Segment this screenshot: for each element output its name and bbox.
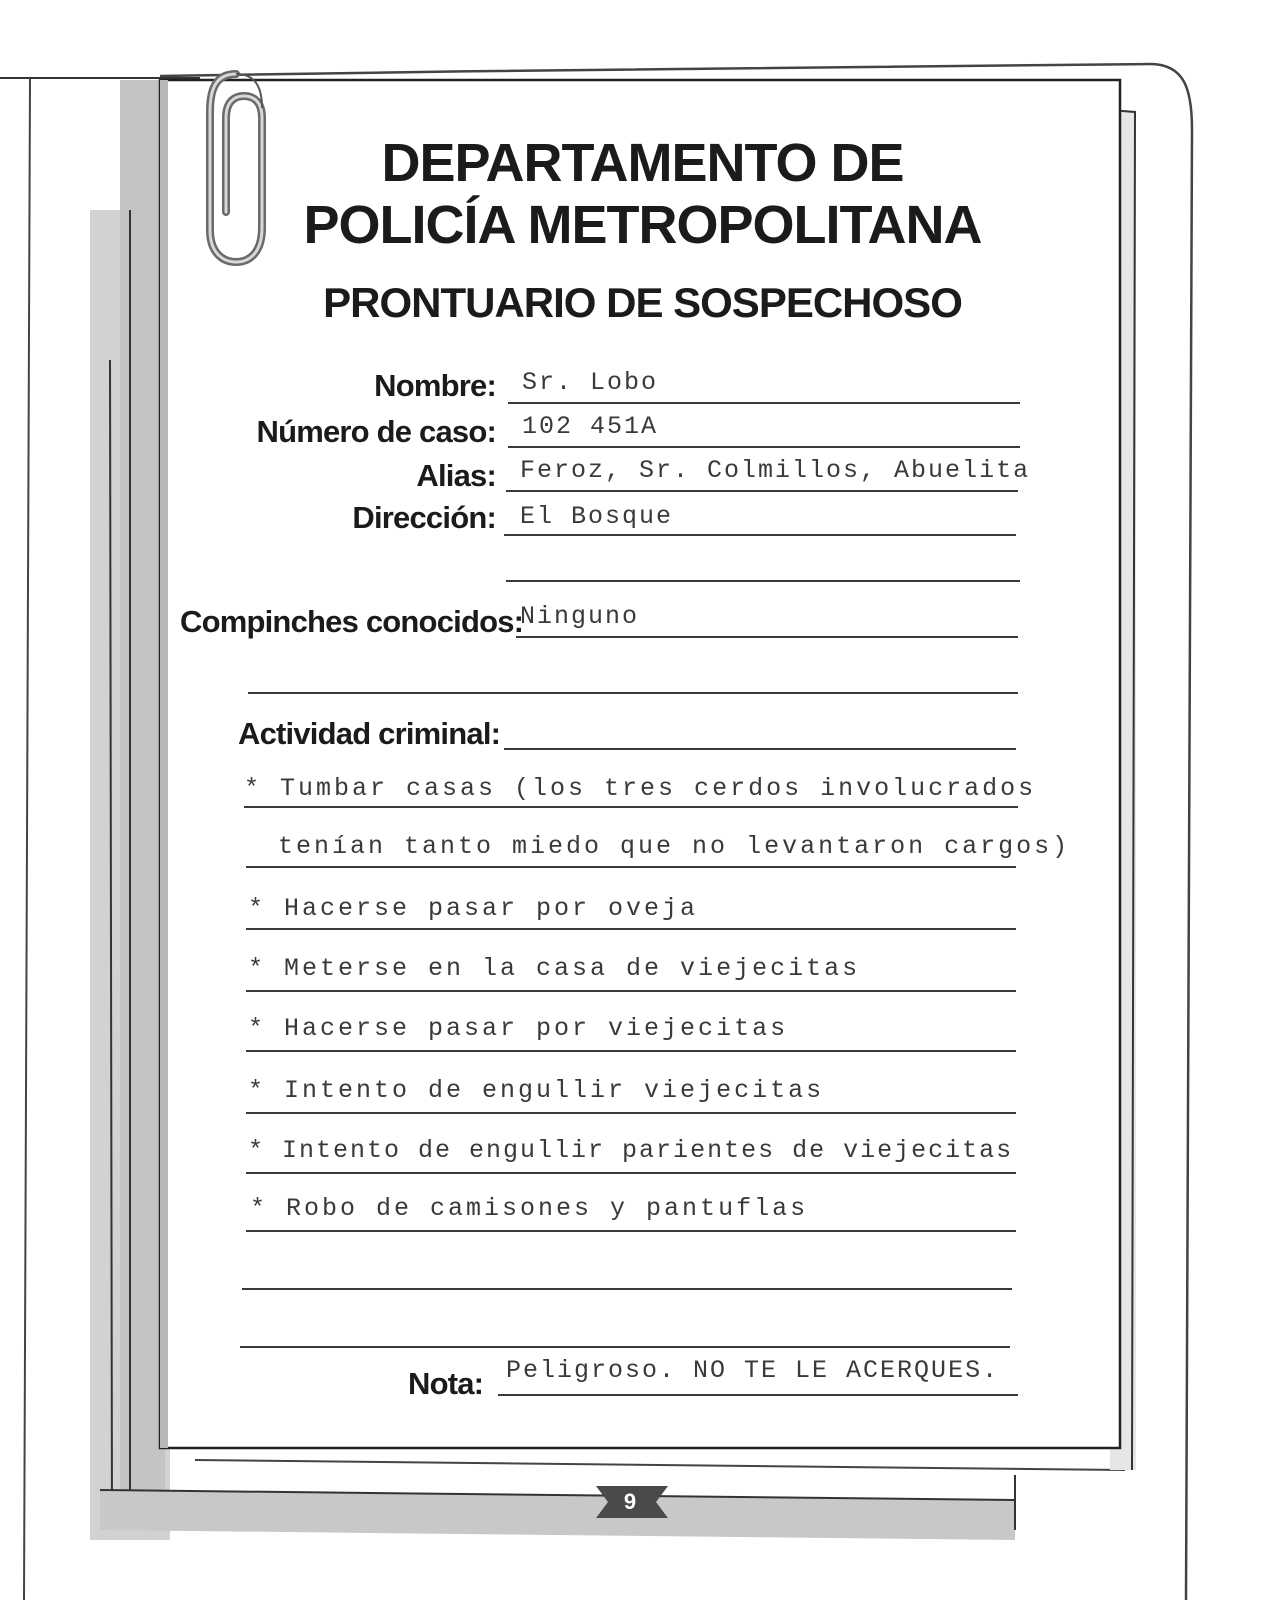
activity-line — [246, 866, 1016, 868]
note-line — [498, 1394, 1018, 1396]
activity-item: tenían tanto miedo que no levantaron cargos) — [278, 832, 1071, 861]
accomplices-line — [516, 636, 1018, 638]
activity-line — [244, 806, 1018, 808]
name-value: Sr. Lobo — [522, 368, 659, 397]
name-label: Nombre: — [374, 368, 496, 403]
criminal-activity-line — [504, 748, 1016, 750]
alias-label: Alias: — [416, 458, 496, 493]
activity-line — [246, 990, 1016, 992]
activity-item: * Hacerse pasar por viejecitas — [248, 1014, 789, 1043]
activity-item: * Meterse en la casa de viejecitas — [248, 954, 861, 983]
department-title-line1: DEPARTAMENTO DE — [381, 133, 904, 193]
case-number-line — [508, 446, 1020, 448]
activity-item: * Intento de engullir viejecitas — [248, 1076, 825, 1105]
department-title-line2: POLICÍA METROPOLITANA — [303, 195, 982, 255]
activity-item: * Tumbar casas (los tres cerdos involucrados — [244, 774, 1037, 803]
page-number: 9 — [623, 1489, 637, 1514]
accomplices-value: Ninguno — [520, 602, 640, 631]
address-label: Dirección: — [352, 500, 496, 535]
blank-line — [240, 1346, 1010, 1348]
name-line — [508, 402, 1020, 404]
blank-line — [242, 1288, 1012, 1290]
case-number-value: 102 451A — [522, 412, 659, 441]
activity-item: * Hacerse pasar por oveja — [248, 894, 699, 923]
accomplices-label: Compinches conocidos: — [180, 604, 524, 639]
case-number-label: Número de caso: — [256, 414, 496, 449]
address-line — [504, 534, 1016, 536]
alias-value: Feroz, Sr. Colmillos, Abuelita — [520, 456, 1031, 485]
activity-line — [246, 1172, 1016, 1174]
address-value: El Bosque — [520, 502, 674, 531]
activity-line — [246, 1230, 1016, 1232]
activity-line — [246, 1050, 1016, 1052]
activity-item: * Intento de engullir parientes de viejecitas — [248, 1136, 1014, 1165]
accomplices-line-2 — [248, 692, 1018, 694]
address-line-2 — [506, 580, 1020, 582]
criminal-activity-label: Actividad criminal: — [238, 716, 501, 751]
alias-line — [506, 490, 1018, 492]
activity-item: * Robo de camisones y pantuflas — [250, 1194, 809, 1223]
activity-line — [246, 928, 1016, 930]
note-label: Nota: — [408, 1366, 484, 1401]
note-value: Peligroso. NO TE LE ACERQUES. — [506, 1356, 1000, 1385]
record-subtitle: PRONTUARIO DE SOSPECHOSO — [323, 279, 962, 326]
activity-line — [246, 1112, 1016, 1114]
